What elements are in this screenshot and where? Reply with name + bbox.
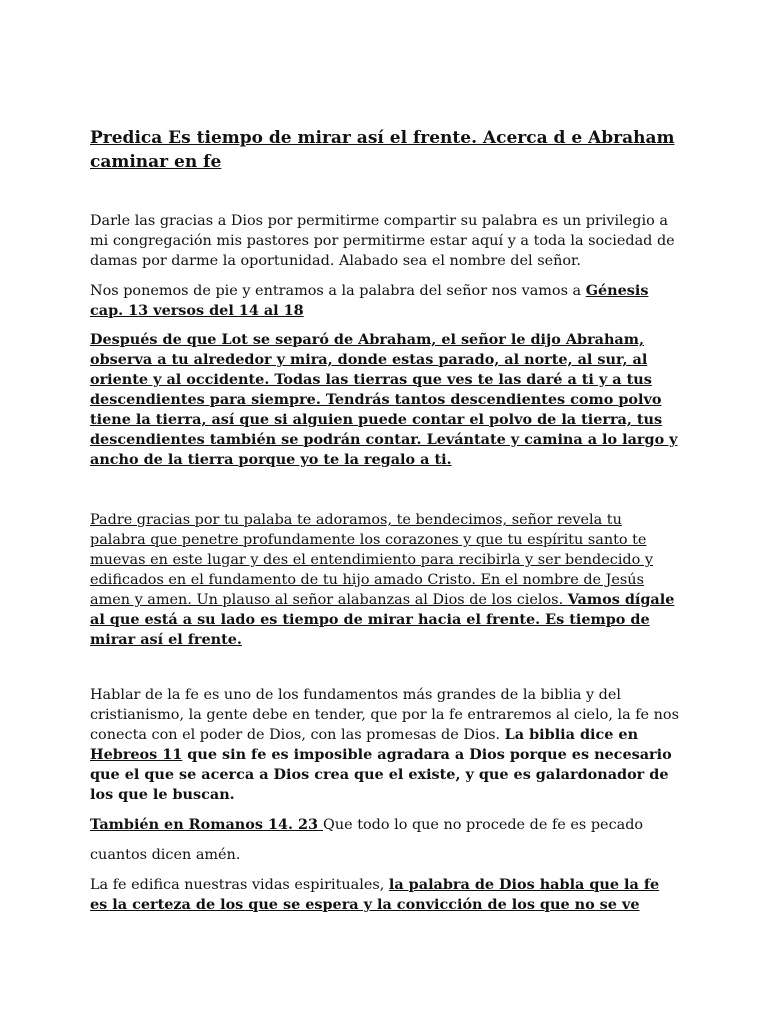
faith-definition-text: la palabra de Dios habla que la fe es la certeza de los que se espera y la convicción de los que no se ve	[90, 876, 660, 913]
romans-reference: También en Romanos 14. 23	[90, 816, 324, 833]
prayer-paragraph	[90, 510, 680, 650]
faith-builds-paragraph	[90, 875, 680, 915]
prayer-text: Padre gracias por tu palaba te adoramos, te bendecimos, señor revela tu palabra que penetre profundamente los corazones y que tu espíritu santo te muevas en este lugar y des el entendimiento para recibirla y ser bendecido y edificados en el fundamento de tu hijo amado Cristo. En el nombre de Jesús amen y amen. Un plauso al señor alabanzas al Dios de los cielos.	[90, 512, 654, 608]
genesis-passage: Después de que Lot se separó de Abraham, el señor le dijo Abraham, observa a tu alrededor y mira, donde estas parado, al norte, al sur, al oriente y al occidente. Todas las tierras que ves te las daré a ti y a tus descendientes para siempre. Tendrás tantos descendientes como polvo tiene la tierra, así que si alguien puede contar el polvo de la tierra, tus descendientes también se podrán contar. Levántate y camina a lo largo y ancho de la tierra porque yo te la regalo a ti.	[90, 331, 678, 468]
intro-paragraph: Darle las gracias a Dios por permitirme compartir su palabra es un privilegio a mi congregación mis pastores por permitirme estar aquí y a toda la sociedad de damas por darme la oportunidad. Alabado sea el nombre del señor.	[90, 213, 675, 269]
prayer-call-text: Vamos dígale al que está a su lado es tiempo de mirar hacia el frente. Es tiempo de mirar así el frente.	[90, 591, 675, 648]
faith-paragraph	[90, 685, 680, 805]
faith-bold-text: La biblia dice en	[504, 726, 639, 743]
scripture-intro-text: Nos ponemos de pie y entramos a la palabra del señor nos vamos a	[90, 283, 586, 299]
scripture-intro-paragraph	[90, 281, 680, 321]
hebrews-reference: Hebreos 11	[90, 746, 183, 763]
genesis-reference: Génesis cap. 13 versos del 14 al 18	[90, 282, 649, 319]
amen-paragraph: cuantos dicen amén.	[90, 847, 241, 863]
hebrews-text: que sin fe es imposible agradara a Dios porque es necesario que el que se acerca a Dios crea que el existe, y que es galardonador de los que le buscan.	[90, 746, 672, 803]
romans-text: Que todo lo que no procede de fe es pecado	[323, 817, 644, 833]
faith-builds-text: La fe edifica nuestras vidas espirituales,	[90, 877, 389, 893]
sermon-title: Predica Es tiempo de mirar así el frente. Acerca d e Abraham caminar en fe	[90, 128, 675, 172]
romans-paragraph	[90, 815, 680, 835]
faith-text: Hablar de la fe es uno de los fundamentos más grandes de la biblia y del cristianismo, la gente debe en tender, que por la fe entraremos al cielo, la fe nos conecta con el poder de Dios, con las promesas de Dios.	[90, 687, 679, 743]
